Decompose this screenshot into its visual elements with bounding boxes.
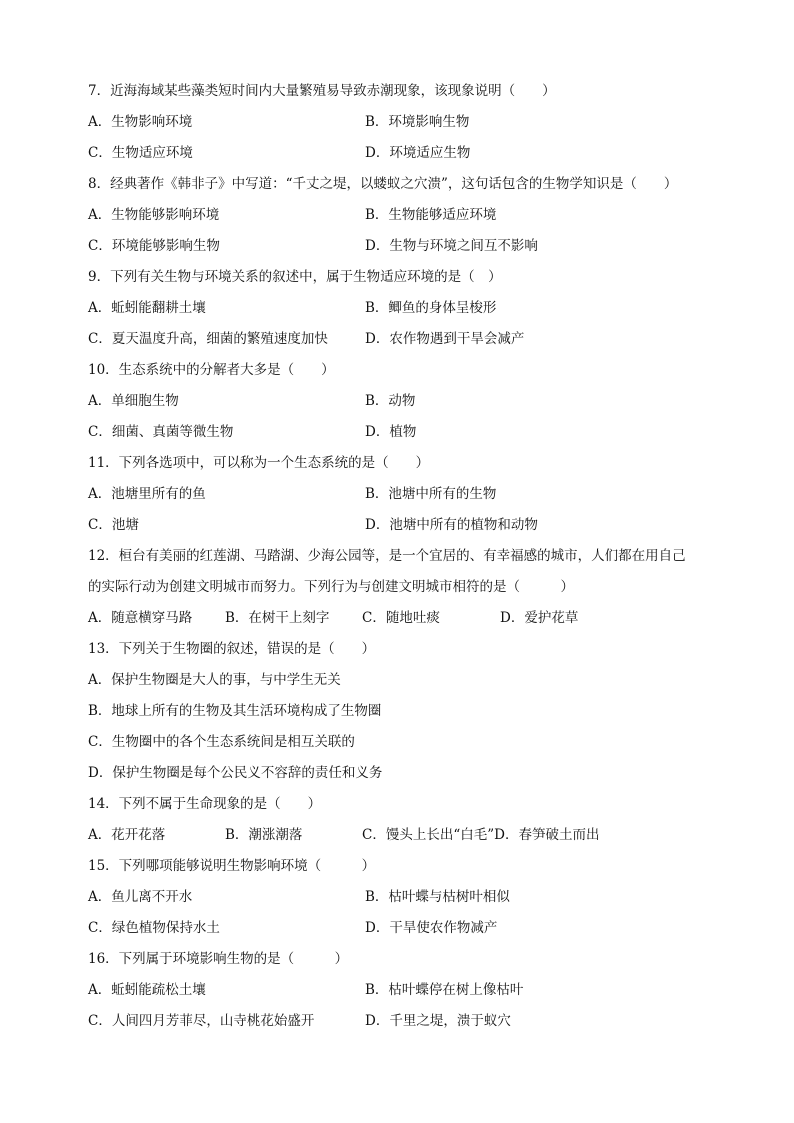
q11-option-b[interactable]: B．池塘中所有的生物 xyxy=(365,486,497,502)
q8-option-b[interactable]: B．生物能够适应环境 xyxy=(365,207,497,223)
q13-option-c[interactable]: C．生物圈中的各个生态系统间是相互关联的 xyxy=(88,734,355,750)
q10-option-a[interactable]: A．单细胞生物 xyxy=(88,393,179,409)
q15-option-a[interactable]: A．鱼儿离不开水 xyxy=(88,889,193,905)
question-list xyxy=(88,80,728,1041)
q8-option-c[interactable]: C．环境能够影响生物 xyxy=(88,238,220,254)
q10-option-b[interactable]: B．动物 xyxy=(365,393,416,409)
question-13-stem: 13．下列关于生物圈的叙述，错误的是（ ） xyxy=(88,641,376,657)
q7-option-d[interactable]: D．环境适应生物 xyxy=(365,145,471,161)
q7-option-c[interactable]: C．生物适应环境 xyxy=(88,145,193,161)
q15-option-c[interactable]: C．绿色植物保持水土 xyxy=(88,920,220,936)
question-9-stem: 9．下列有关生物与环境关系的叙述中，属于生物适应环境的是（ ） xyxy=(88,269,502,285)
q16-option-c[interactable]: C．人间四月芳菲尽，山寺桃花始盛开 xyxy=(88,1013,315,1029)
q16-option-a[interactable]: A．蚯蚓能疏松土壤 xyxy=(88,982,206,998)
question-15-stem: 15．下列哪项能够说明生物影响环境（ ） xyxy=(88,858,376,874)
q15-option-b[interactable]: B．枯叶蝶与枯树叶相似 xyxy=(365,889,510,905)
q12-option-c[interactable]: C．随地吐痰 xyxy=(362,610,440,626)
q8-option-d[interactable]: D．生物与环境之间互不影响 xyxy=(365,238,538,254)
q9-option-b[interactable]: B．鲫鱼的身体呈梭形 xyxy=(365,300,497,316)
question-12-stem-line-2: 的实际行动为创建文明城市而努力。下列行为与创建文明城市相符的是（ ） xyxy=(88,579,574,595)
question-7-stem: 7．近海海域某些藻类短时间内大量繁殖易导致赤潮现象，该现象说明（ ） xyxy=(88,83,556,99)
q11-option-d[interactable]: D．池塘中所有的植物和动物 xyxy=(365,517,538,533)
q12-option-b[interactable]: B．在树干上刻字 xyxy=(225,610,330,626)
q13-option-a[interactable]: A．保护生物圈是大人的事，与中学生无关 xyxy=(88,672,341,688)
q16-option-d[interactable]: D．千里之堤，溃于蚁穴 xyxy=(365,1013,511,1029)
q15-option-d[interactable]: D．干旱使农作物减产 xyxy=(365,920,498,936)
question-16-stem: 16．下列属于环境影响生物的是（ ） xyxy=(88,951,349,967)
question-8-stem: 8．经典著作《韩非子》中写道：“千丈之堤，以蝼蚁之穴溃”，这句话包含的生物学知识是（ ） xyxy=(88,176,678,192)
q11-option-a[interactable]: A．池塘里所有的鱼 xyxy=(88,486,206,502)
q14-option-c[interactable]: C．馒头上长出“白毛” xyxy=(362,827,495,843)
question-10-stem: 10．生态系统中的分解者大多是（ ） xyxy=(88,362,335,378)
question-11-stem: 11．下列各选项中，可以称为一个生态系统的是（ ） xyxy=(88,455,430,471)
q12-option-a[interactable]: A．随意横穿马路 xyxy=(88,610,193,626)
q14-option-d[interactable]: D．春笋破土而出 xyxy=(494,827,600,843)
q10-option-d[interactable]: D．植物 xyxy=(365,424,417,440)
q14-option-a[interactable]: A．花开花落 xyxy=(88,827,166,843)
q9-option-d[interactable]: D．农作物遇到干旱会减产 xyxy=(365,331,525,347)
q7-option-a[interactable]: A．生物影响环境 xyxy=(88,114,193,130)
question-12-stem-line-1: 12．桓台有美丽的红莲湖、马踏湖、少海公园等，是一个宜居的、有幸福感的城市，人们都在用自己 xyxy=(88,548,686,564)
question-14-stem: 14．下列不属于生命现象的是（ ） xyxy=(88,796,322,812)
q10-option-c[interactable]: C．细菌、真菌等微生物 xyxy=(88,424,234,440)
q11-option-c[interactable]: C．池塘 xyxy=(88,517,139,533)
q7-option-b[interactable]: B．环境影响生物 xyxy=(365,114,470,130)
q12-option-d[interactable]: D．爱护花草 xyxy=(500,610,579,626)
q9-option-a[interactable]: A．蚯蚓能翻耕土壤 xyxy=(88,300,206,316)
q9-option-c[interactable]: C．夏天温度升高，细菌的繁殖速度加快 xyxy=(88,331,328,347)
q16-option-b[interactable]: B．枯叶蝶停在树上像枯叶 xyxy=(365,982,524,998)
q8-option-a[interactable]: A．生物能够影响环境 xyxy=(88,207,220,223)
q14-option-b[interactable]: B．潮涨潮落 xyxy=(225,827,303,843)
q13-option-d[interactable]: D．保护生物圈是每个公民义不容辞的责任和义务 xyxy=(88,765,383,781)
q13-option-b[interactable]: B．地球上所有的生物及其生活环境构成了生物圈 xyxy=(88,703,382,719)
